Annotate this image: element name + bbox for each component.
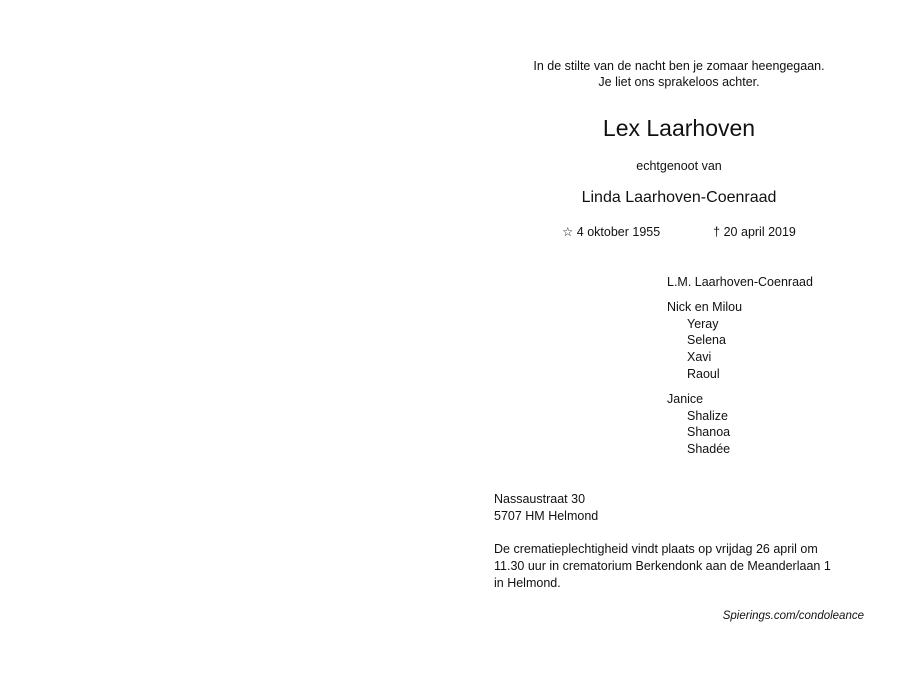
grandchild: Shalize [687, 408, 728, 423]
grandchild: Shadée [687, 442, 731, 457]
family-group-1 [667, 299, 813, 383]
deceased-name: Lex Laarhoven [602, 115, 756, 141]
family-group-2 [667, 391, 813, 458]
family-spouse: L.M. Laarhoven-Coenraad [667, 275, 813, 289]
condolence-website: Spierings.com/condoleance [722, 610, 864, 622]
death-date: 20 april 2019 [723, 225, 796, 239]
address-city: 5707 HM Helmond [494, 508, 599, 523]
grandchild: Raoul [687, 366, 720, 381]
poem-line-1: In de stilte van de nacht ben je zomaar heengegaan. [533, 59, 825, 73]
address-street: Nassaustraat 30 [494, 492, 586, 506]
spouse-name: Linda Laarhoven-Coenraad [581, 189, 777, 206]
family-group-2-parents: Janice [667, 391, 704, 406]
grandchild: Selena [687, 333, 726, 348]
ceremony-line-3: in Helmond. [494, 575, 561, 590]
address [494, 491, 598, 525]
grandchild: Shanoa [687, 425, 731, 440]
ceremony-line-2: 11.30 uur in crematorium Berkendonk aan de Meanderlaan 1 [494, 558, 831, 573]
death-cross-icon: † [713, 225, 721, 239]
family-group-1-parents: Nick en Milou [667, 299, 743, 314]
life-dates [478, 224, 880, 240]
ceremony-line-1: De crematieplechtigheid vindt plaats op vrijdag 26 april om [494, 542, 818, 556]
birth-star-icon: ☆ [562, 225, 574, 239]
family-list [667, 274, 813, 466]
poem-line-2: Je liet ons sprakeloos achter. [598, 75, 760, 89]
grandchild: Xavi [687, 350, 712, 365]
relation-label: echtgenoot van [636, 159, 722, 173]
ceremony-info [494, 541, 864, 591]
grandchild: Yeray [687, 316, 719, 331]
poem [478, 58, 880, 90]
birth-date: 4 oktober 1955 [576, 225, 661, 239]
